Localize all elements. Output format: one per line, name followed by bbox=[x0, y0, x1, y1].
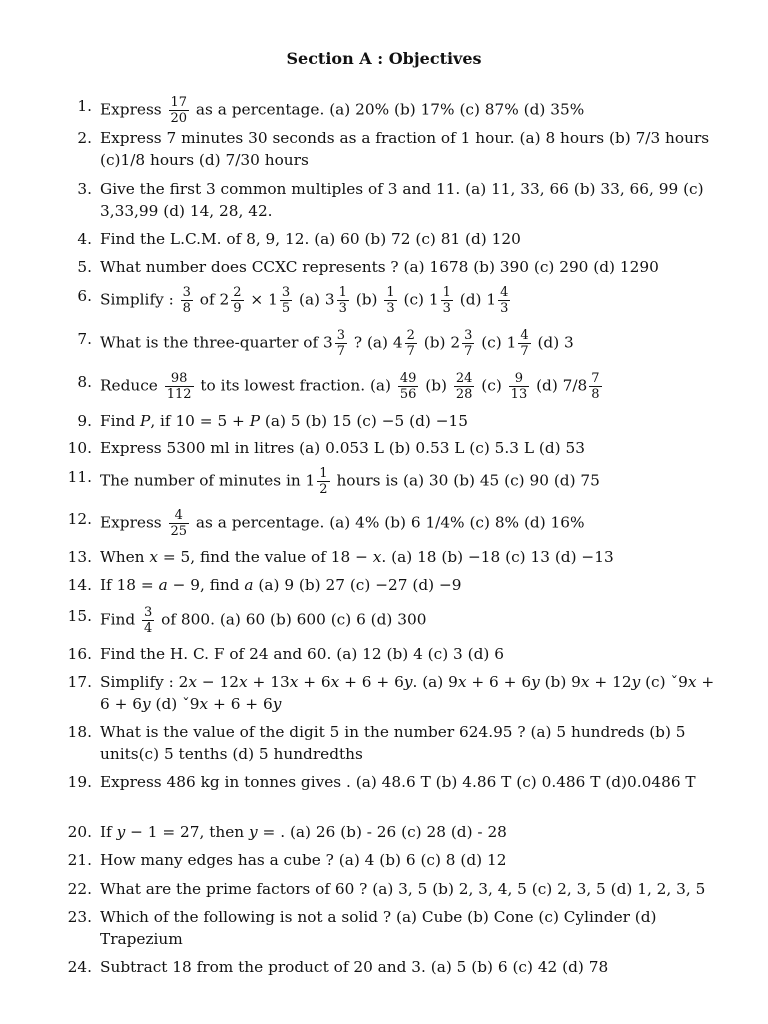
question-text: Subtract 18 from the product of 20 and 3. (a) 5 (b) 6 (c) 42 (d) 78 bbox=[100, 958, 609, 976]
question-text: Give the first 3 common multiples of 3 and 11. (a) 11, 33, 66 (b) 33, 66, 99 (c) 3,33,99 (d) 14, 28, 42. bbox=[100, 180, 704, 220]
math-variable: P bbox=[140, 412, 151, 430]
fraction-numerator: 4 bbox=[169, 508, 190, 524]
question-text: If 18 = a − 9, find a (a) 9 (b) 27 (c) −27 (d) −9 bbox=[100, 576, 462, 594]
fraction-denominator: 3 bbox=[338, 301, 347, 316]
fraction-numerator: 24 bbox=[455, 371, 473, 386]
fraction bbox=[462, 328, 474, 359]
fraction-numerator: 1 bbox=[338, 285, 347, 300]
fraction-numerator: 7 bbox=[591, 371, 600, 386]
question-item bbox=[64, 285, 724, 316]
question-item bbox=[64, 643, 724, 665]
question-number: 1. bbox=[77, 97, 92, 115]
question-number: 15. bbox=[67, 607, 92, 625]
question-item bbox=[64, 178, 724, 222]
fraction-numerator: 49 bbox=[399, 371, 417, 386]
fraction-denominator: 5 bbox=[281, 301, 291, 316]
question-item bbox=[64, 127, 724, 171]
question-number: 6. bbox=[77, 287, 92, 305]
fraction-denominator: 8 bbox=[182, 301, 191, 316]
question-number: 14. bbox=[67, 576, 92, 594]
fraction-denominator: 3 bbox=[386, 301, 395, 316]
fraction-denominator: 7 bbox=[336, 344, 346, 359]
question-item bbox=[64, 721, 724, 765]
question-item bbox=[64, 821, 724, 843]
fraction-denominator: 8 bbox=[591, 387, 600, 402]
question-text: Which of the following is not a solid ? (a) Cube (b) Cone (c) Cylinder (d) Trapezium bbox=[100, 908, 657, 948]
fraction bbox=[589, 371, 601, 402]
question-text: Express $\frac{17}{20}$ as a percentage. (a) 20% (b) 17% (c) 87% (d) 35% bbox=[100, 95, 585, 126]
question-text: Find $\frac{3}{4}$ of 800. (a) 60 (b) 600 (c) 6 (d) 300 bbox=[100, 605, 427, 636]
question-number: 12. bbox=[67, 510, 92, 528]
question-text: What number does CCXC represents ? (a) 1678 (b) 390 (c) 290 (d) 1290 bbox=[100, 258, 659, 276]
fraction-denominator: 112 bbox=[166, 387, 192, 402]
fraction-denominator: 9 bbox=[233, 301, 242, 316]
math-variable: x bbox=[330, 673, 340, 691]
question-item bbox=[64, 466, 724, 497]
fraction bbox=[454, 371, 475, 402]
math-variable: x bbox=[687, 673, 697, 691]
question-item bbox=[64, 410, 724, 432]
question-item bbox=[64, 574, 724, 596]
question-item bbox=[64, 508, 724, 539]
math-variable: y bbox=[531, 673, 540, 691]
fraction-numerator: 98 bbox=[165, 371, 194, 387]
math-variable: x bbox=[188, 673, 198, 691]
math-variable: a bbox=[244, 576, 254, 594]
fraction bbox=[337, 285, 349, 316]
fraction-denominator: 2 bbox=[319, 482, 328, 497]
question-text: What are the prime factors of 60 ? (a) 3, 5 (b) 2, 3, 4, 5 (c) 2, 3, 5 (d) 1, 2, 3, 5 bbox=[100, 880, 706, 898]
fraction-numerator: 17 bbox=[170, 95, 188, 110]
fraction bbox=[405, 328, 417, 359]
fraction-numerator: 9 bbox=[509, 371, 530, 387]
question-text: Find P, if 10 = 5 + P (a) 5 (b) 15 (c) −5 (d) −15 bbox=[100, 412, 468, 430]
fraction-numerator: 3 bbox=[281, 285, 291, 300]
fraction bbox=[142, 605, 154, 636]
question-number: 24. bbox=[67, 958, 92, 976]
fraction bbox=[231, 285, 243, 316]
question-item bbox=[64, 878, 724, 900]
fraction-denominator: 25 bbox=[170, 524, 188, 539]
question-number: 8. bbox=[77, 373, 92, 391]
question-number: 19. bbox=[67, 773, 92, 791]
question-item bbox=[64, 95, 724, 126]
fraction-denominator: 28 bbox=[455, 387, 473, 402]
question-text: Find the H. C. F of 24 and 60. (a) 12 (b) 4 (c) 3 (d) 6 bbox=[100, 645, 504, 663]
fraction bbox=[498, 285, 510, 316]
question-item bbox=[64, 228, 724, 250]
fraction-numerator: 1 bbox=[386, 285, 395, 300]
fraction-numerator: 4 bbox=[500, 285, 509, 300]
question-number: 22. bbox=[67, 880, 92, 898]
question-text: Reduce $\frac{98}{112}$ to its lowest fraction. (a) $\frac{49}{56}$ (b) $\frac{24}{28}$ (c) $\frac{9}{13}$ (d) 7/8 $\frac{7}{8}$ bbox=[100, 371, 600, 402]
math-variable: y bbox=[116, 823, 126, 841]
fraction-denominator: 7 bbox=[406, 344, 415, 359]
fraction-denominator: 4 bbox=[144, 621, 153, 636]
question-number: 10. bbox=[67, 439, 92, 457]
fraction-denominator: 7 bbox=[464, 344, 473, 359]
math-variable: x bbox=[580, 673, 590, 691]
fraction-denominator: 3 bbox=[500, 301, 509, 316]
question-number: 13. bbox=[67, 548, 92, 566]
fraction-numerator: 2 bbox=[406, 328, 415, 343]
question-text: Express 5300 ml in litres (a) 0.053 L (b) 0.53 L (c) 5.3 L (d) 53 bbox=[100, 439, 585, 457]
fraction-denominator: 56 bbox=[399, 387, 417, 402]
fraction bbox=[335, 328, 347, 359]
fraction-denominator: 3 bbox=[442, 301, 451, 316]
fraction-denominator: 20 bbox=[170, 111, 188, 126]
question-text: If y − 1 = 27, then y = . (a) 26 (b) - 26 (c) 28 (d) - 28 bbox=[100, 823, 507, 841]
section-title: Section A : Objectives bbox=[286, 49, 482, 68]
math-variable: x bbox=[149, 548, 158, 566]
question-text: What is the three-quarter of 3 $\frac{3}{7}$ ? (a) 4 $\frac{2}{7}$ (b) 2 $\frac{3}{7}$ (c) 1 $\frac{4}{7}$ (d) 3 bbox=[100, 328, 574, 359]
fraction bbox=[398, 371, 419, 402]
fraction-numerator: 3 bbox=[464, 328, 473, 343]
math-variable: y bbox=[403, 673, 413, 691]
question-text: Express 7 minutes 30 seconds as a fraction of 1 hour. (a) 8 hours (b) 7/3 hours (c)1/8 hours (d) 7/30 hours bbox=[100, 129, 710, 169]
fraction bbox=[280, 285, 292, 316]
fraction bbox=[169, 508, 190, 539]
question-text: When x = 5, find the value of 18 − x. (a) 18 (b) −18 (c) 13 (d) −13 bbox=[100, 548, 614, 566]
question-item bbox=[64, 546, 724, 568]
math-variable: y bbox=[142, 695, 151, 713]
question-number: 5. bbox=[77, 258, 92, 276]
question-number: 2. bbox=[77, 129, 92, 147]
question-number: 23. bbox=[67, 908, 92, 926]
fraction bbox=[384, 285, 396, 316]
question-text: Simplify : 2x − 12x + 13x + 6x + 6 + 6y. (a) 9x + 6 + 6y (b) 9x + 12y (c) ˇ9x + 6 + 6y (d) ˇ9x + 6 + 6y bbox=[100, 673, 715, 713]
fraction-numerator: 2 bbox=[233, 285, 242, 300]
question-number: 9. bbox=[77, 412, 92, 430]
question-text: What is the value of the digit 5 in the number 624.95 ? (a) 5 hundreds (b) 5 units(c) 5 tenths (d) 5 hundredths bbox=[100, 723, 686, 763]
question-item bbox=[64, 371, 724, 402]
question-text: Express 486 kg in tonnes gives . (a) 48.6 T (b) 4.86 T (c) 0.486 T (d)0.0486 T bbox=[100, 773, 696, 791]
fraction-numerator: 1 bbox=[442, 285, 451, 300]
fraction bbox=[518, 328, 530, 359]
question-text: Find the L.C.M. of 8, 9, 12. (a) 60 (b) 72 (c) 81 (d) 120 bbox=[100, 230, 521, 248]
math-variable: x bbox=[239, 673, 248, 691]
math-variable: y bbox=[249, 823, 258, 841]
question-item bbox=[64, 771, 724, 793]
question-item bbox=[64, 956, 724, 978]
fraction-denominator: 7 bbox=[520, 344, 529, 359]
question-item bbox=[64, 906, 724, 950]
fraction bbox=[169, 95, 190, 126]
question-number: 3. bbox=[77, 180, 92, 198]
math-variable: x bbox=[289, 673, 299, 691]
math-variable: x bbox=[199, 695, 209, 713]
question-number: 4. bbox=[77, 230, 92, 248]
fraction bbox=[441, 285, 453, 316]
question-number: 18. bbox=[67, 723, 92, 741]
question-item bbox=[64, 849, 724, 871]
question-text: The number of minutes in 1 $\frac{1}{2}$ hours is (a) 30 (b) 45 (c) 90 (d) 75 bbox=[100, 466, 600, 497]
fraction-numerator: 4 bbox=[520, 328, 529, 343]
question-number: 16. bbox=[67, 645, 92, 663]
fraction-numerator: 3 bbox=[336, 328, 346, 343]
question-text: Express $\frac{4}{25}$ as a percentage. (a) 4% (b) 6 1/4% (c) 8% (d) 16% bbox=[100, 508, 585, 539]
question-item bbox=[64, 605, 724, 636]
math-variable: P bbox=[249, 412, 261, 430]
math-variable: y bbox=[631, 673, 641, 691]
math-variable: x bbox=[457, 673, 467, 691]
question-number: 21. bbox=[67, 851, 92, 869]
fraction bbox=[317, 466, 329, 497]
question-text: How many edges has a cube ? (a) 4 (b) 6 (c) 8 (d) 12 bbox=[100, 851, 507, 869]
math-variable: x bbox=[372, 548, 382, 566]
question-item bbox=[64, 671, 724, 715]
fraction bbox=[181, 285, 193, 316]
fraction bbox=[165, 371, 194, 402]
question-number: 17. bbox=[67, 673, 92, 691]
math-variable: a bbox=[158, 576, 168, 594]
math-variable: y bbox=[272, 695, 282, 713]
question-number: 7. bbox=[77, 330, 92, 348]
question-number: 11. bbox=[67, 468, 92, 486]
question-item bbox=[64, 328, 724, 359]
question-item bbox=[64, 256, 724, 278]
fraction-numerator: 3 bbox=[144, 605, 153, 620]
question-number: 20. bbox=[67, 823, 92, 841]
fraction bbox=[509, 371, 530, 402]
question-text: Simplify : $\frac{3}{8}$ of 2 $\frac{2}{9}$ × 1 $\frac{3}{5}$ (a) 3 $\frac{1}{3}$ (b) $\frac{1}{3}$ (c) 1 $\frac{1}{3}$ (d) 1 $\frac{4}{3}$ bbox=[100, 285, 509, 316]
fraction-denominator: 13 bbox=[510, 387, 528, 402]
fraction-numerator: 3 bbox=[182, 285, 191, 300]
question-item bbox=[64, 437, 724, 459]
fraction-numerator: 1 bbox=[319, 466, 328, 481]
